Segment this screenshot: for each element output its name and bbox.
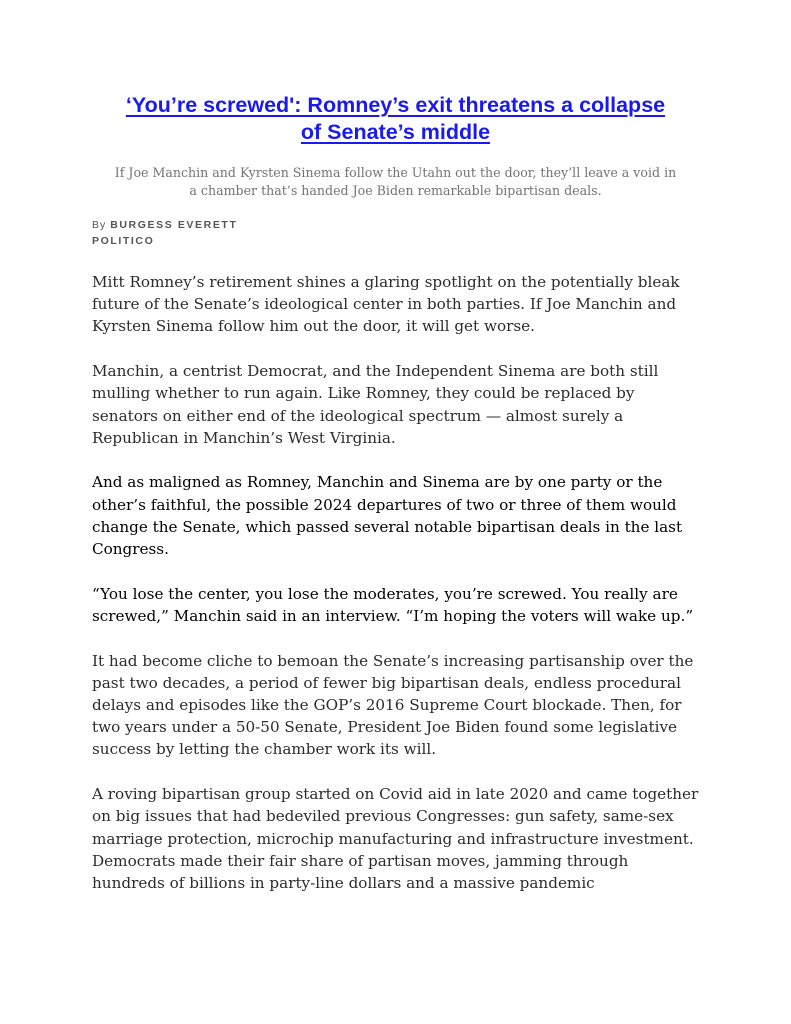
- body-paragraph-3: And as maligned as Romney, Manchin and Sinema are by one party or the other’s faithful, the possible 2024 departures of two or three of them would change the Senate, which passed several notable bipartisan deals in the last Congress.: [92, 473, 683, 559]
- headline-line-1: ‘You’re screwed': Romney’s exit threatens a collapse: [125, 93, 666, 117]
- body-paragraph-1: Mitt Romney’s retirement shines a glaring spotlight on the potentially bleak future of the Senate’s ideological center in both parties. If Joe Manchin and Kyrsten Sinema follow him out the door, it will get worse.: [92, 273, 680, 336]
- dek-line-2: a chamber that’s handed Joe Biden remarkable bipartisan deals.: [189, 183, 602, 198]
- body-paragraph-5: It had become cliche to bemoan the Senate’s increasing partisanship over the past two decades, a period of fewer big bipartisan deals, endless procedural delays and episodes like the GOP’s 2016 Supreme Court blockade. Then, for two years under a 50-50 Senate, President Joe Biden found some legislative success by letting the chamber work its will.: [92, 651, 694, 759]
- article-headline: [80, 92, 711, 146]
- headline-line-2: of Senate’s middle: [300, 120, 491, 144]
- body-paragraph-4: “You lose the center, you lose the moderates, you’re screwed. You really are screwed,” Manchin said in an interview. “I’m hoping the voters will wake up.”: [92, 584, 694, 625]
- byline-outlet: POLITICO: [92, 235, 155, 247]
- article-dek: [80, 164, 711, 200]
- byline-author: BURGESS EVERETT: [110, 219, 238, 231]
- body-paragraph-6: A roving bipartisan group started on Covid aid in late 2020 and came together on big issues that had bedeviled previous Congresses: gun safety, same-sex marriage protection, microchip manufacturing and infrastructure investment. Democrats made their fair share of partisan moves, jamming through hundreds of billions in party-line dollars and a massive pandemic: [92, 785, 699, 892]
- body-paragraph-2: Manchin, a centrist Democrat, and the Independent Sinema are both still mulling whether to run again. Like Romney, they could be replaced by senators on either end of the ideological spectrum — almost surely a Republican in Manchin’s West Virginia.: [92, 362, 659, 447]
- headline-link[interactable]: [126, 93, 665, 144]
- article-body: [92, 271, 702, 917]
- dek-line-1: If Joe Manchin and Kyrsten Sinema follow the Utahn out the door, they’ll leave a void in: [114, 165, 677, 180]
- byline-prefix: By: [92, 219, 107, 231]
- byline: [92, 217, 237, 249]
